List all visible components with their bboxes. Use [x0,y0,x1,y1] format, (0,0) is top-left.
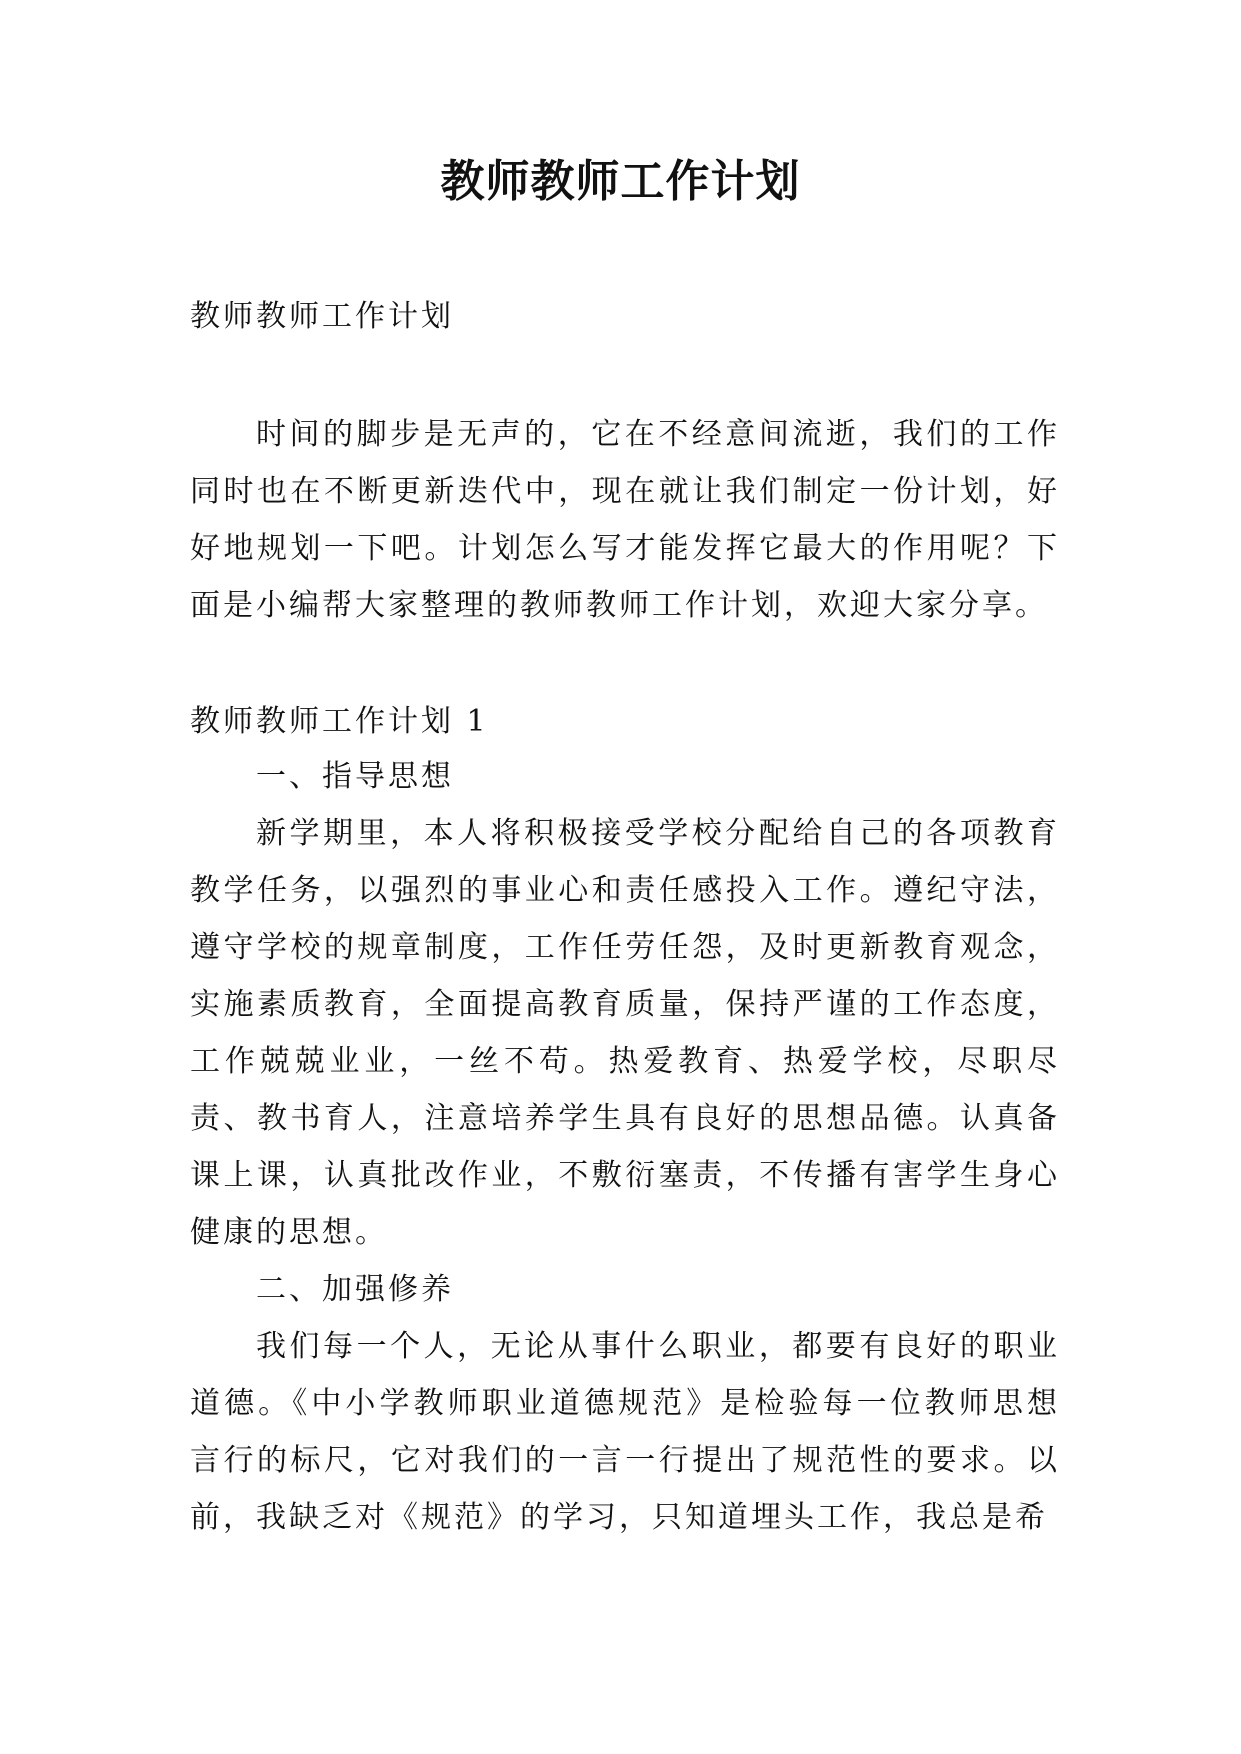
heading-strengthen-cultivation: 二、加强修养 [256,1272,454,1307]
document-title: 教师教师工作计划 [440,156,801,207]
section-heading: 教师教师工作计划 1 [190,704,489,739]
paragraph-strengthen-cultivation: 我们每一个人，无论从事什么职业，都要有良好的职业道德。《中小学教师职业道德规范》是检验每一位教师思想言行的标尺，它对我们的一言一行提出了规范性的要求。以前，我缺乏对《规范》的学习，只知道埋头工作，我总是希 [190,1329,1060,1535]
paragraph-guiding-ideology: 新学期里，本人将积极接受学校分配给自己的各项教育教学任务，以强烈的事业心和责任感投入工作。遵纪守法，遵守学校的规章制度，工作任劳任怨，及时更新教育观念，实施素质教育，全面提高教育质量，保持严谨的工作态度，工作兢兢业业，一丝不苟。热爱教育、热爱学校，尽职尽责、教书育人，注意培养学生具有良好的思想品德。认真备课上课，认真批改作业，不敷衍塞责，不传播有害学生身心健康的思想。 [190,816,1060,1250]
heading-guiding-ideology: 一、指导思想 [256,759,454,794]
intro-paragraph: 时间的脚步是无声的，它在不经意间流逝，我们的工作同时也在不断更新迭代中，现在就让我们制定一份计划，好好地规划一下吧。计划怎么写才能发挥它最大的作用呢？下面是小编帮大家整理的教师教师工作计划，欢迎大家分享。 [190,417,1060,623]
section-content [190,748,1060,1546]
document-subtitle: 教师教师工作计划 [190,299,454,334]
